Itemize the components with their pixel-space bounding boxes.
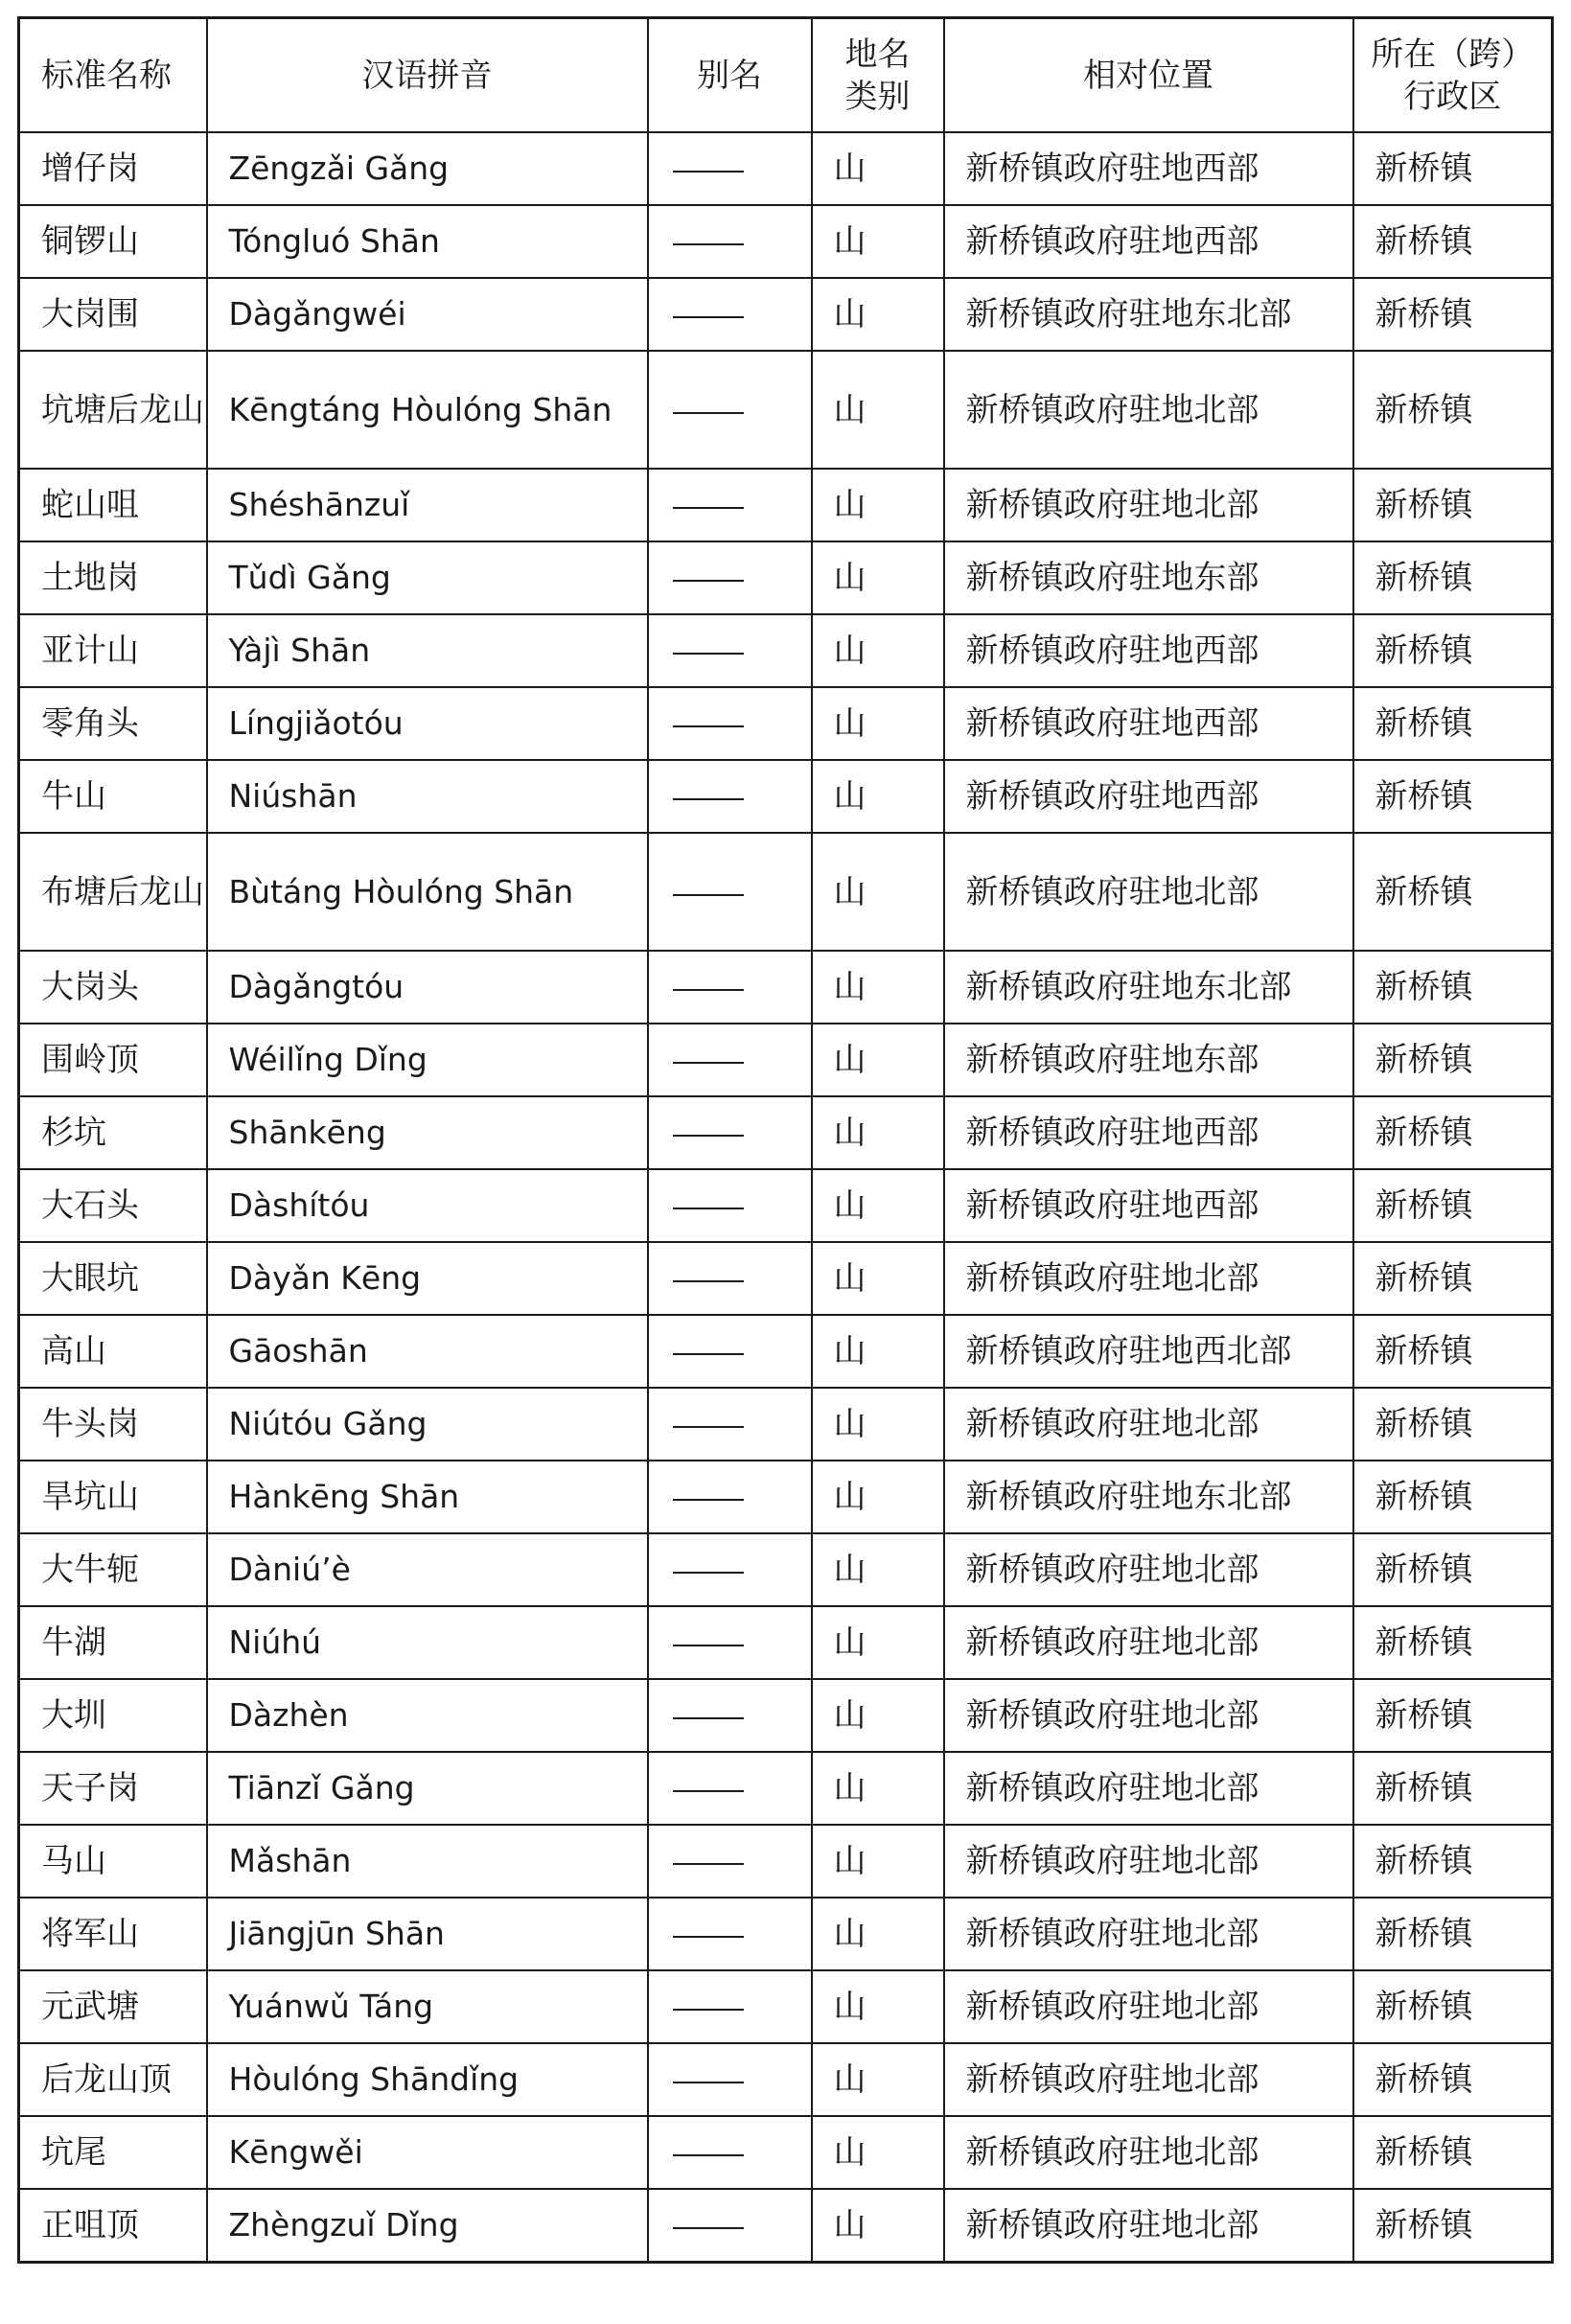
cell-category: 山 — [812, 469, 944, 541]
empty-dash — [673, 2009, 744, 2011]
cell-admin-region: 新桥镇 — [1353, 132, 1553, 205]
header-category-line1: 地名 — [844, 35, 911, 74]
cell-admin-region: 新桥镇 — [1353, 1533, 1553, 1606]
cell-location: 新桥镇政府驻地西部 — [944, 1096, 1353, 1169]
cell-alias — [648, 1898, 812, 1970]
cell-location: 新桥镇政府驻地西部 — [944, 205, 1353, 278]
cell-alias — [648, 687, 812, 760]
header-location: 相对位置 — [944, 18, 1353, 133]
cell-location: 新桥镇政府驻地北部 — [944, 1970, 1353, 2043]
empty-dash — [673, 1208, 744, 1209]
cell-category: 山 — [812, 1533, 944, 1606]
table-row — [19, 1315, 1553, 1388]
cell-category: 山 — [812, 278, 944, 351]
cell-alias — [648, 1461, 812, 1533]
cell-standard-name: 大岗围 — [19, 278, 207, 351]
cell-alias — [648, 351, 812, 469]
cell-pinyin: Kēngwěi — [207, 2116, 648, 2189]
empty-dash — [673, 1353, 744, 1355]
cell-admin-region: 新桥镇 — [1353, 1315, 1553, 1388]
cell-pinyin: Dàyǎn Kēng — [207, 1242, 648, 1315]
empty-dash — [673, 580, 744, 582]
cell-category: 山 — [812, 1752, 944, 1825]
table-row — [19, 1970, 1553, 2043]
table-row — [19, 614, 1553, 687]
cell-admin-region: 新桥镇 — [1353, 2116, 1553, 2189]
cell-alias — [648, 278, 812, 351]
cell-location: 新桥镇政府驻地北部 — [944, 2189, 1353, 2263]
cell-category: 山 — [812, 2189, 944, 2263]
empty-dash — [673, 1717, 744, 1719]
empty-dash — [673, 989, 744, 991]
cell-alias — [648, 833, 812, 951]
empty-dash — [673, 1499, 744, 1501]
cell-admin-region: 新桥镇 — [1353, 687, 1553, 760]
cell-standard-name: 增仔岗 — [19, 132, 207, 205]
cell-location: 新桥镇政府驻地北部 — [944, 1825, 1353, 1898]
cell-pinyin: Dàniú’è — [207, 1533, 648, 1606]
cell-alias — [648, 1606, 812, 1679]
cell-alias — [648, 1679, 812, 1752]
cell-location: 新桥镇政府驻地西部 — [944, 687, 1353, 760]
table-row — [19, 2043, 1553, 2116]
cell-alias — [648, 1315, 812, 1388]
cell-standard-name: 后龙山顶 — [19, 2043, 207, 2116]
empty-dash — [673, 507, 744, 509]
cell-admin-region: 新桥镇 — [1353, 1024, 1553, 1096]
cell-location: 新桥镇政府驻地北部 — [944, 1533, 1353, 1606]
cell-pinyin: Jiāngjūn Shān — [207, 1898, 648, 1970]
table-row — [19, 1606, 1553, 1679]
cell-location: 新桥镇政府驻地西部 — [944, 760, 1353, 833]
cell-pinyin: Shéshānzuǐ — [207, 469, 648, 541]
empty-dash — [673, 243, 744, 245]
cell-admin-region: 新桥镇 — [1353, 1096, 1553, 1169]
cell-admin-region: 新桥镇 — [1353, 1461, 1553, 1533]
cell-pinyin: Niúhú — [207, 1606, 648, 1679]
cell-pinyin: Tiānzǐ Gǎng — [207, 1752, 648, 1825]
cell-alias — [648, 2116, 812, 2189]
cell-location: 新桥镇政府驻地东部 — [944, 1024, 1353, 1096]
table-row — [19, 278, 1553, 351]
cell-admin-region: 新桥镇 — [1353, 1970, 1553, 2043]
table-row — [19, 469, 1553, 541]
cell-standard-name: 天子岗 — [19, 1752, 207, 1825]
cell-location: 新桥镇政府驻地北部 — [944, 1242, 1353, 1315]
cell-alias — [648, 1096, 812, 1169]
cell-admin-region: 新桥镇 — [1353, 833, 1553, 951]
cell-admin-region: 新桥镇 — [1353, 2043, 1553, 2116]
cell-location: 新桥镇政府驻地北部 — [944, 1752, 1353, 1825]
cell-admin-region: 新桥镇 — [1353, 1169, 1553, 1242]
cell-standard-name: 土地岗 — [19, 541, 207, 614]
table-row — [19, 1169, 1553, 1242]
cell-location: 新桥镇政府驻地北部 — [944, 1679, 1353, 1752]
cell-alias — [648, 1242, 812, 1315]
cell-pinyin: Dàzhèn — [207, 1679, 648, 1752]
cell-pinyin: Tǔdì Gǎng — [207, 541, 648, 614]
empty-dash — [673, 1863, 744, 1865]
cell-standard-name: 马山 — [19, 1825, 207, 1898]
cell-pinyin: Dàgǎngwéi — [207, 278, 648, 351]
cell-standard-name: 大岗头 — [19, 951, 207, 1024]
cell-standard-name: 高山 — [19, 1315, 207, 1388]
table-row — [19, 833, 1553, 951]
cell-standard-name: 坑尾 — [19, 2116, 207, 2189]
table-row — [19, 132, 1553, 205]
cell-pinyin: Kēngtáng Hòulóng Shān — [207, 351, 648, 469]
empty-dash — [673, 653, 744, 655]
header-row — [19, 18, 1553, 133]
cell-category: 山 — [812, 541, 944, 614]
cell-admin-region: 新桥镇 — [1353, 469, 1553, 541]
cell-admin-region: 新桥镇 — [1353, 1606, 1553, 1679]
empty-dash — [673, 1280, 744, 1282]
cell-category: 山 — [812, 1898, 944, 1970]
cell-category: 山 — [812, 2043, 944, 2116]
cell-admin-region: 新桥镇 — [1353, 1752, 1553, 1825]
cell-category: 山 — [812, 1024, 944, 1096]
header-standard-name: 标准名称 — [19, 18, 207, 133]
empty-dash — [673, 725, 744, 727]
header-admin-line2: 行政区 — [1403, 77, 1502, 116]
cell-pinyin: Zēngzǎi Gǎng — [207, 132, 648, 205]
cell-category: 山 — [812, 614, 944, 687]
cell-location: 新桥镇政府驻地北部 — [944, 1606, 1353, 1679]
cell-location: 新桥镇政府驻地北部 — [944, 1898, 1353, 1970]
cell-admin-region: 新桥镇 — [1353, 278, 1553, 351]
cell-category: 山 — [812, 2116, 944, 2189]
cell-standard-name: 杉坑 — [19, 1096, 207, 1169]
cell-standard-name: 大眼坑 — [19, 1242, 207, 1315]
cell-standard-name: 坑塘后龙山 — [19, 351, 207, 469]
cell-location: 新桥镇政府驻地西北部 — [944, 1315, 1353, 1388]
cell-standard-name: 围岭顶 — [19, 1024, 207, 1096]
empty-dash — [673, 2082, 744, 2083]
cell-location: 新桥镇政府驻地西部 — [944, 614, 1353, 687]
cell-category: 山 — [812, 1970, 944, 2043]
header-admin-line1: 所在（跨） — [1371, 35, 1535, 74]
cell-pinyin: Yàjì Shān — [207, 614, 648, 687]
cell-category: 山 — [812, 1388, 944, 1461]
cell-category: 山 — [812, 1679, 944, 1752]
cell-location: 新桥镇政府驻地西部 — [944, 1169, 1353, 1242]
cell-admin-region: 新桥镇 — [1353, 1679, 1553, 1752]
empty-dash — [673, 1572, 744, 1574]
cell-alias — [648, 951, 812, 1024]
cell-alias — [648, 2043, 812, 2116]
cell-alias — [648, 1970, 812, 2043]
cell-admin-region: 新桥镇 — [1353, 951, 1553, 1024]
cell-category: 山 — [812, 205, 944, 278]
table-row — [19, 951, 1553, 1024]
table-row — [19, 1024, 1553, 1096]
cell-alias — [648, 1825, 812, 1898]
empty-dash — [673, 1135, 744, 1137]
cell-location: 新桥镇政府驻地北部 — [944, 1388, 1353, 1461]
table-row — [19, 1096, 1553, 1169]
table-row — [19, 1461, 1553, 1533]
empty-dash — [673, 412, 744, 414]
cell-location: 新桥镇政府驻地北部 — [944, 2043, 1353, 2116]
table-row — [19, 205, 1553, 278]
cell-pinyin: Dàgǎngtóu — [207, 951, 648, 1024]
cell-admin-region: 新桥镇 — [1353, 205, 1553, 278]
cell-admin-region: 新桥镇 — [1353, 614, 1553, 687]
cell-standard-name: 元武塘 — [19, 1970, 207, 2043]
table-row — [19, 1825, 1553, 1898]
cell-standard-name: 牛山 — [19, 760, 207, 833]
cell-alias — [648, 2189, 812, 2263]
cell-admin-region: 新桥镇 — [1353, 1388, 1553, 1461]
empty-dash — [673, 316, 744, 318]
table-row — [19, 687, 1553, 760]
header-category — [812, 18, 944, 133]
cell-location: 新桥镇政府驻地北部 — [944, 2116, 1353, 2189]
cell-location: 新桥镇政府驻地北部 — [944, 833, 1353, 951]
cell-category: 山 — [812, 1096, 944, 1169]
cell-pinyin: Gāoshān — [207, 1315, 648, 1388]
cell-pinyin: Língjiǎotóu — [207, 687, 648, 760]
cell-location: 新桥镇政府驻地东部 — [944, 541, 1353, 614]
header-category-line2: 类别 — [844, 77, 911, 116]
cell-pinyin: Hòulóng Shāndǐng — [207, 2043, 648, 2116]
cell-category: 山 — [812, 833, 944, 951]
cell-admin-region: 新桥镇 — [1353, 1242, 1553, 1315]
cell-pinyin: Hànkēng Shān — [207, 1461, 648, 1533]
table-row — [19, 1679, 1553, 1752]
cell-pinyin: Tóngluó Shān — [207, 205, 648, 278]
cell-alias — [648, 1533, 812, 1606]
empty-dash — [673, 1790, 744, 1792]
cell-pinyin: Dàshítóu — [207, 1169, 648, 1242]
cell-admin-region: 新桥镇 — [1353, 760, 1553, 833]
cell-location: 新桥镇政府驻地东北部 — [944, 1461, 1353, 1533]
empty-dash — [673, 171, 744, 173]
table-row — [19, 1388, 1553, 1461]
cell-category: 山 — [812, 1242, 944, 1315]
cell-standard-name: 牛头岗 — [19, 1388, 207, 1461]
cell-pinyin: Wéilǐng Dǐng — [207, 1024, 648, 1096]
cell-location: 新桥镇政府驻地东北部 — [944, 278, 1353, 351]
cell-category: 山 — [812, 1606, 944, 1679]
header-pinyin: 汉语拼音 — [207, 18, 648, 133]
header-admin-region — [1353, 18, 1553, 133]
cell-category: 山 — [812, 1461, 944, 1533]
table-row — [19, 1752, 1553, 1825]
cell-standard-name: 大圳 — [19, 1679, 207, 1752]
cell-pinyin: Zhèngzuǐ Dǐng — [207, 2189, 648, 2263]
cell-category: 山 — [812, 951, 944, 1024]
empty-dash — [673, 1426, 744, 1428]
cell-alias — [648, 1024, 812, 1096]
cell-location: 新桥镇政府驻地西部 — [944, 132, 1353, 205]
empty-dash — [673, 1062, 744, 1064]
cell-standard-name: 正咀顶 — [19, 2189, 207, 2263]
cell-category: 山 — [812, 687, 944, 760]
cell-category: 山 — [812, 1169, 944, 1242]
cell-category: 山 — [812, 1825, 944, 1898]
empty-dash — [673, 798, 744, 800]
cell-standard-name: 零角头 — [19, 687, 207, 760]
cell-admin-region: 新桥镇 — [1353, 1825, 1553, 1898]
table-row — [19, 2116, 1553, 2189]
cell-alias — [648, 205, 812, 278]
cell-alias — [648, 614, 812, 687]
cell-alias — [648, 541, 812, 614]
cell-category: 山 — [812, 132, 944, 205]
cell-standard-name: 牛湖 — [19, 1606, 207, 1679]
cell-standard-name: 大牛轭 — [19, 1533, 207, 1606]
empty-dash — [673, 894, 744, 896]
table-row — [19, 760, 1553, 833]
cell-admin-region: 新桥镇 — [1353, 2189, 1553, 2263]
cell-pinyin: Niúshān — [207, 760, 648, 833]
cell-category: 山 — [812, 351, 944, 469]
cell-category: 山 — [812, 1315, 944, 1388]
table-row — [19, 1242, 1553, 1315]
cell-alias — [648, 1169, 812, 1242]
cell-standard-name: 旱坑山 — [19, 1461, 207, 1533]
cell-standard-name: 将军山 — [19, 1898, 207, 1970]
cell-standard-name: 铜锣山 — [19, 205, 207, 278]
table-row — [19, 2189, 1553, 2263]
cell-admin-region: 新桥镇 — [1353, 1898, 1553, 1970]
table-header — [19, 18, 1553, 133]
table-row — [19, 351, 1553, 469]
cell-alias — [648, 132, 812, 205]
cell-alias — [648, 760, 812, 833]
table-row — [19, 541, 1553, 614]
cell-alias — [648, 1388, 812, 1461]
cell-location: 新桥镇政府驻地东北部 — [944, 951, 1353, 1024]
cell-standard-name: 亚计山 — [19, 614, 207, 687]
table-row — [19, 1898, 1553, 1970]
cell-standard-name: 大石头 — [19, 1169, 207, 1242]
cell-pinyin: Niútóu Gǎng — [207, 1388, 648, 1461]
cell-alias — [648, 469, 812, 541]
cell-standard-name: 蛇山咀 — [19, 469, 207, 541]
empty-dash — [673, 1645, 744, 1646]
cell-pinyin: Yuánwǔ Táng — [207, 1970, 648, 2043]
empty-dash — [673, 2227, 744, 2229]
place-name-table — [17, 16, 1554, 2264]
cell-pinyin: Bùtáng Hòulóng Shān — [207, 833, 648, 951]
empty-dash — [673, 1936, 744, 1938]
table-body — [19, 132, 1553, 2263]
header-alias: 别名 — [648, 18, 812, 133]
cell-admin-region: 新桥镇 — [1353, 351, 1553, 469]
cell-location: 新桥镇政府驻地北部 — [944, 351, 1353, 469]
cell-standard-name: 布塘后龙山 — [19, 833, 207, 951]
cell-category: 山 — [812, 760, 944, 833]
cell-alias — [648, 1752, 812, 1825]
table-row — [19, 1533, 1553, 1606]
cell-admin-region: 新桥镇 — [1353, 541, 1553, 614]
cell-pinyin: Shānkēng — [207, 1096, 648, 1169]
cell-pinyin: Mǎshān — [207, 1825, 648, 1898]
cell-location: 新桥镇政府驻地北部 — [944, 469, 1353, 541]
empty-dash — [673, 2154, 744, 2156]
